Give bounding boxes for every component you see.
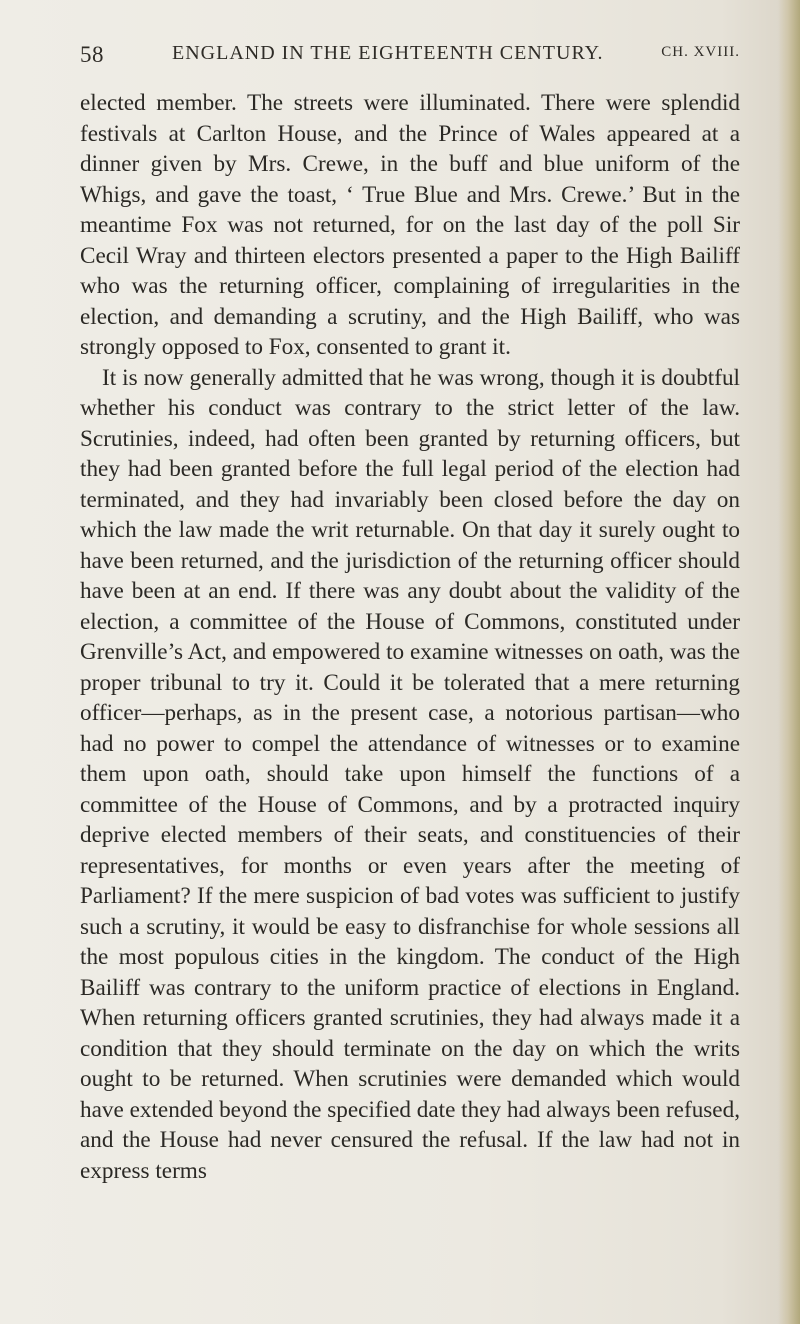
body-text xyxy=(80,88,740,1186)
running-title: ENGLAND IN THE EIGHTEENTH CENTURY. xyxy=(172,42,604,64)
chapter-label: CH. XVIII. xyxy=(661,44,740,60)
paragraph-2: It is now generally admitted that he was wrong, though it is doubtful whether his conduct was contrary to the strict letter of the law. Scrutinies, indeed, had often been granted by returning officers, but they had been granted before the full legal period of the election had terminated, and they had invariably been closed before the day on which the law made the writ returnable. On that day it surely ought to have been returned, and the jurisdiction of the returning officer should have been at an end. If there was any doubt about the validity of the election, a committee of the House of Commons, constituted under Grenville’s Act, and empowered to examine witnesses on oath, was the proper tribunal to try it. Could it be tolerated that a mere returning officer—perhaps, as in the present case, a notorious partisan—who had no power to compel the attendance of witnesses or to examine them upon oath, should take upon himself the functions of a committee of the House of Commons, and by a protracted inquiry deprive elected members of their seats, and constituencies of their representatives, for months or even years after the meeting of Parliament? If the mere suspicion of bad votes was sufficient to justify such a scrutiny, it would be easy to disfranchise for whole sessions all the most populous cities in the kingdom. The conduct of the High Bailiff was contrary to the uniform practice of elections in England. When returning officers granted scrutinies, they had always made it a condition that they should terminate on the day on which the writs ought to be returned. When scrutinies were demanded which would have extended beyond the specified date they had always been refused, and the House had never censured the refusal. If the law had not in express terms xyxy=(80,364,740,1184)
page-edge-shadow xyxy=(778,0,800,1324)
page-number: 58 xyxy=(80,42,104,67)
paragraph-1: elected member. The streets were illuminated. There were splendid festivals at Carlton House, and the Prince of Wales appeared at a dinner given by Mrs. Crewe, in the buff and blue uniform of the Whigs, and gave the toast, ‘ True Blue and Mrs. Crewe.’ But in the meantime Fox was not returned, for on the last day of the poll Sir Cecil Wray and thirteen electors presented a paper to the High Bailiff who was the returning officer, complaining of irregularities in the election, and demanding a scrutiny, and the High Bailiff, who was strongly opposed to Fox, consented to grant it. xyxy=(80,90,740,360)
running-head xyxy=(80,42,740,72)
